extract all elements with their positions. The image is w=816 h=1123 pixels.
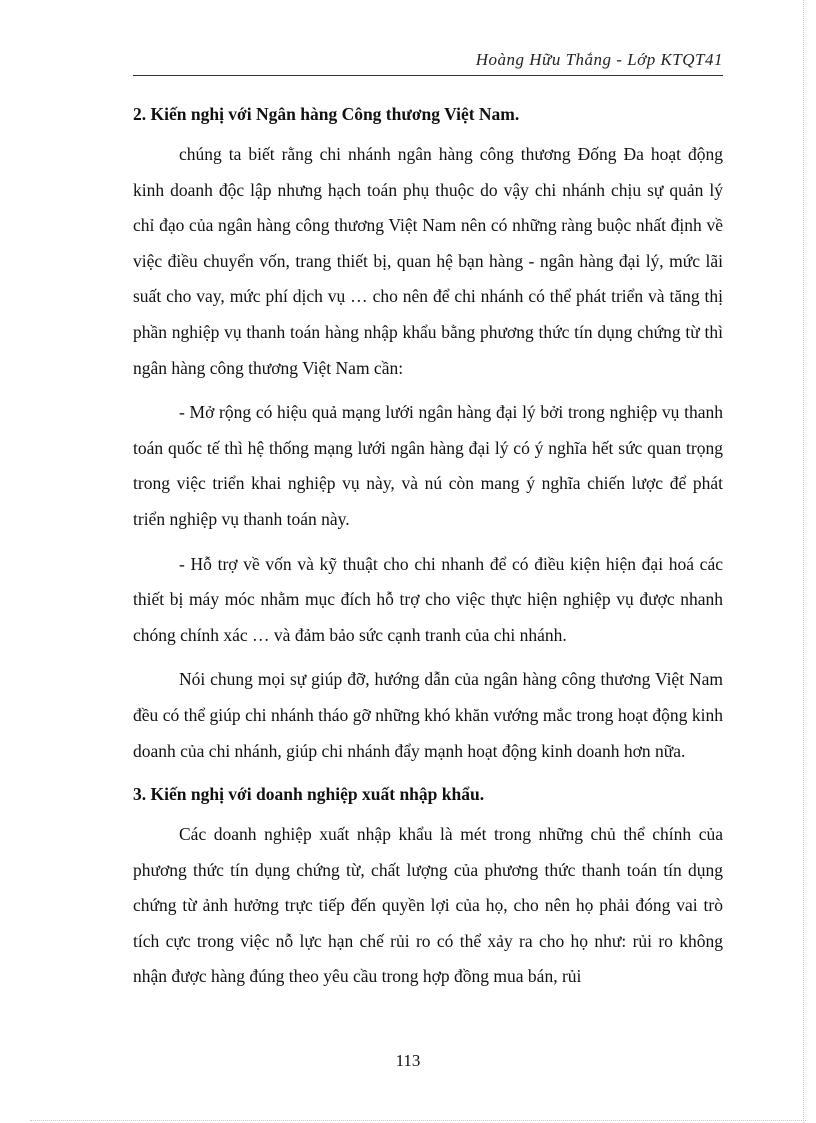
paragraph: Nói chung mọi sự giúp đỡ, hướng dẫn của ngân hàng công thương Việt Nam đều có thể giúp chi nhánh tháo gỡ những khó khăn vướng mắc trong hoạt động kinh doanh của chi nhánh, giúp chi nhánh đẩy mạnh hoạt động kinh doanh hơn nữa. [133,669,723,761]
page-bottom-dotted-line [30,1120,806,1121]
page-body [133,100,723,995]
section-heading-2: 2. Kiến nghị với Ngân hàng Công thương Việt Nam. [133,104,520,124]
paragraph: chúng ta biết rằng chi nhánh ngân hàng công thương Đống Đa hoạt động kinh doanh độc lập nhưng hạch toán phụ thuộc do vậy chi nhánh chịu sự quản lý chỉ đạo của ngân hàng công thương Việt Nam nên có những ràng buộc nhất định về việc điều chuyển vốn, trang thiết bị, quan hệ bạn hàng - ngân hàng đại lý, mức lãi suất cho vay, mức phí dịch vụ … cho nên để chi nhánh có thể phát triển và tăng thị phần nghiệp vụ thanh toán hàng nhập khẩu bằng phương thức tín dụng chứng từ thì ngân hàng công thương Việt Nam cần: [133,144,723,378]
page-edge-dotted-line [803,0,804,1123]
paragraph: Các doanh nghiệp xuất nhập khẩu là mét trong những chủ thể chính của phương thức tín dụng chứng từ, chất lượng của phương thức thanh toán tín dụng chứng từ ảnh hưởng trực tiếp đến quyền lợi của họ, cho nên họ phải đóng vai trò tích cực trong việc nỗ lực hạn chế rủi ro có thể xảy ra cho họ như: rủi ro không nhận được hàng đúng theo yêu cầu trong hợp đồng mua bán, rủi [133,824,723,987]
page-number: 113 [395,1051,421,1070]
bullet-paragraph: - Mở rộng có hiệu quả mạng lưới ngân hàng đại lý bởi trong nghiệp vụ thanh toán quốc tế thì hệ thống mạng lưới ngân hàng đại lý có ý nghĩa hết sức quan trọng trong việc triển khai nghiệp vụ này, và nú còn mang ý nghĩa chiến lược để phát triển nghiệp vụ thanh toán này. [133,402,723,529]
section-heading-3: 3. Kiến nghị với doanh nghiệp xuất nhập khẩu. [133,784,485,805]
header-divider [133,75,723,76]
running-header: Hoàng Hữu Thắng - Lớp KTQT41 [475,50,723,69]
bullet-paragraph: - Hỗ trợ về vốn và kỹ thuật cho chi nhanh để có điều kiện hiện đại hoá các thiết bị máy móc nhằm mục đích hỗ trợ cho việc thực hiện nghiệp vụ được nhanh chóng chính xác … và đảm bảo sức cạnh tranh của chi nhánh. [133,553,723,645]
